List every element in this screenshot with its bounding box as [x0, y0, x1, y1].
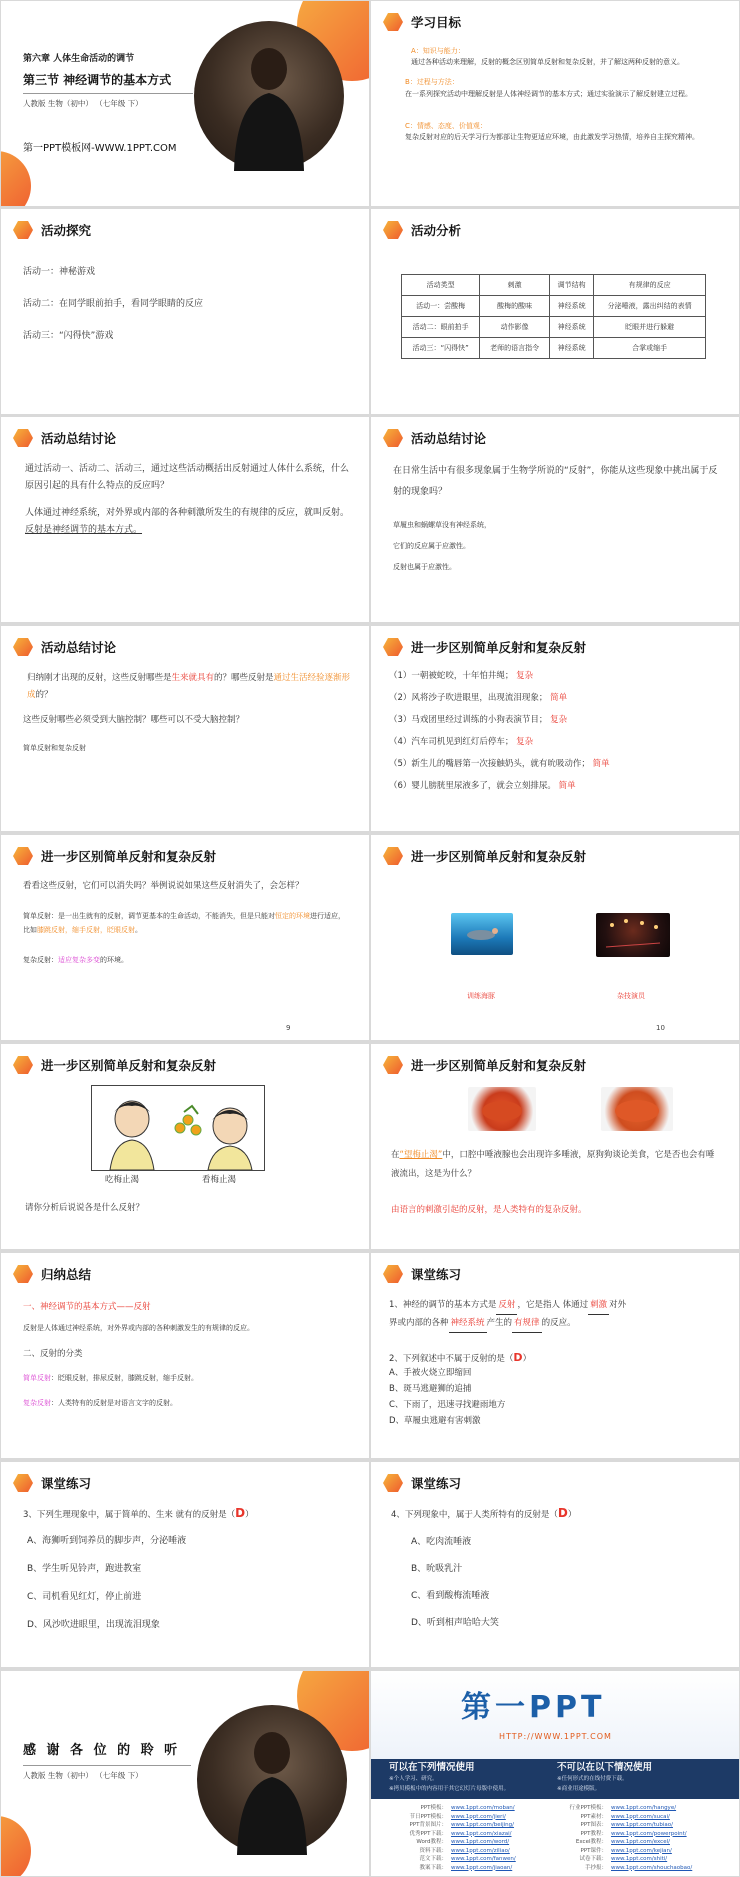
activity-item: 活动三：“闪得快”游戏: [23, 331, 114, 341]
table-cell: 刺激: [480, 275, 550, 296]
summary-answer: 简单反射和复杂反射: [23, 744, 86, 752]
slide-summary-2[interactable]: [371, 417, 739, 622]
caption-acrobat: 杂技演员: [617, 992, 645, 1000]
acrobat-photo: [596, 913, 670, 957]
option: D、草履虫逃避有害刺激: [389, 1416, 481, 1426]
link-label: PPT模板：: [420, 1805, 447, 1811]
table-cell: 调节结构: [549, 275, 593, 296]
link-row: [401, 1804, 516, 1813]
list-item: [389, 736, 533, 749]
slide-title: 活动总结讨论: [411, 431, 487, 446]
link-url[interactable]: www.1ppt.com/excel/: [611, 1839, 670, 1845]
option: C、司机看见红灯，停止前进: [27, 1592, 142, 1602]
hexagon-icon: [383, 221, 403, 239]
link-url[interactable]: www.1ppt.com/powerpoint/: [611, 1830, 687, 1837]
link-label: 资料下载：: [419, 1847, 447, 1854]
caption-eat-plum: 吃梅止渴: [105, 1175, 140, 1185]
slide-conclusion[interactable]: [1, 1253, 369, 1458]
slide-exercise-1[interactable]: [371, 1253, 739, 1458]
q-highlight-learned: 通过生活经验逐渐形成: [27, 673, 351, 700]
link-label: Word教程：: [416, 1839, 447, 1845]
label: 复杂反射: [23, 1399, 51, 1407]
link-label: 手抄报：: [584, 1864, 607, 1871]
text: 1、神经的调节的基本方式是: [389, 1300, 497, 1310]
chapter-label: 第六章 人体生命活动的调节: [23, 54, 135, 64]
shrimp-dish-icon: [601, 1087, 673, 1131]
slide-title: 课堂练习: [411, 1267, 462, 1282]
goal-b-body: 在一系列探究活动中理解反射是人体神经调节的基本方式；通过实验演示了解反射建立过程。: [405, 90, 692, 98]
hexagon-icon: [13, 638, 33, 656]
link-url[interactable]: www.1ppt.com/jieri/: [451, 1813, 506, 1820]
table-cell: 活动类型: [402, 275, 480, 296]
question-4: [391, 1504, 576, 1523]
slide-activities[interactable]: [1, 209, 369, 414]
table-row: [402, 317, 706, 338]
slide-title: 进一步区别简单反射和复杂反射: [411, 640, 587, 655]
slide-title: 进一步区别简单反射和复杂反射: [411, 1058, 587, 1073]
item-answer: 复杂: [550, 715, 568, 725]
plum-illustration: [91, 1085, 265, 1171]
links-right: [561, 1804, 692, 1872]
blank-answer: 神经系统: [449, 1315, 487, 1333]
question: 请你分析后说说各是什么反射？: [25, 1203, 145, 1213]
cannot-title: 不可以在以下情况使用: [557, 1762, 653, 1773]
text: 2、下列叙述中不属于反射的是（: [389, 1354, 514, 1364]
list-item: [389, 670, 533, 683]
logo-url: HTTP://WWW.1PPT.COM: [499, 1732, 612, 1741]
table-cell: 活动二：眼前拍手: [402, 317, 480, 338]
link-url[interactable]: www.1ppt.com/fanwen/: [451, 1856, 516, 1862]
complex-reflex: [23, 1398, 177, 1409]
option: A、吃肉流唾液: [411, 1537, 472, 1547]
slide-title: 课堂练习: [41, 1476, 92, 1491]
table-cell: 酸梅的酸味: [480, 296, 550, 317]
summary-question: 通过活动一、活动二、活动三，通过这些活动概括出反射通过人体什么系统，什么原因引起的具有什么特点的反应吗？: [25, 464, 350, 492]
goal-c-body: 复杂反射对应的后天学习行为都部让生物更适应环境，由此激发学习热情，培养自主探究精神。: [405, 133, 699, 141]
hexagon-icon: [383, 1474, 403, 1492]
link-row: [401, 1855, 516, 1864]
crab-photo: [468, 1087, 536, 1131]
option: D、风沙吹进眼里，出现流泪现象: [27, 1620, 160, 1630]
link-row: [401, 1847, 516, 1856]
q-highlight-innate: 生来就具有: [171, 673, 215, 683]
item-answer: 简单: [550, 693, 568, 703]
slide-1ppt-info[interactable]: [371, 1671, 739, 1876]
list-item: [389, 780, 576, 793]
text: ）: [245, 1510, 254, 1520]
answer: D: [235, 1506, 246, 1520]
highlight: 适应复杂多变: [58, 956, 100, 964]
link-url[interactable]: www.1ppt.com/ziliao/: [451, 1847, 510, 1854]
slide-title: 学习目标: [411, 15, 462, 30]
text: 中，口腔中唾液腺也会出现许多唾液，原狗狗谈论美食，它是否也会有唾液流出，这是为什么？: [391, 1150, 715, 1179]
divider: [23, 1765, 191, 1766]
cover-meta: 人教版 生物（初中） （七年级 下）: [23, 99, 143, 108]
link-label: 范文下载：: [419, 1856, 447, 1862]
slide-title: 活动探究: [41, 223, 92, 238]
page-number: 9: [286, 1024, 291, 1032]
goal-c-head: C：情感、态度、价值观：: [405, 122, 487, 130]
link-row: [561, 1830, 692, 1839]
label: 简单反射: [23, 1374, 51, 1382]
text: ）: [522, 1354, 532, 1364]
summary-question: 在日常生活中有很多现象属于生物学所说的“反射”，你能从这些现象中挑出属于反射的现象吗？: [393, 466, 718, 497]
list-item: [389, 714, 567, 727]
blank-answer: 有规律: [512, 1315, 542, 1333]
slide-title: 进一步区别简单反射和复杂反射: [41, 1058, 217, 1073]
hexagon-icon: [383, 429, 403, 447]
meditating-person-icon: [197, 1705, 347, 1855]
decor-circle-bottom: [1, 151, 31, 206]
text: 对外: [609, 1300, 627, 1310]
text: 的环境。: [100, 956, 128, 964]
slide-title: 活动总结讨论: [41, 431, 117, 446]
link-row: [401, 1830, 516, 1839]
hexagon-icon: [13, 429, 33, 447]
link-label: PPT教程：: [580, 1830, 607, 1837]
slide-objectives[interactable]: [371, 1, 739, 206]
link-url[interactable]: www.1ppt.com/jiaoan/: [451, 1864, 513, 1871]
can-title: 可以在下列情况使用: [389, 1762, 475, 1773]
summary-answer-conclusion: 反射是神经调节的基本方式。: [25, 525, 143, 536]
option: B、学生听见铃声，跑进教室: [27, 1564, 142, 1574]
item-text: （1）一朝被蛇咬，十年怕井绳；: [389, 671, 514, 681]
point-1: 一、神经调节的基本方式——反射: [23, 1302, 151, 1312]
list-item: [389, 758, 610, 771]
slide-title: 进一步区别简单反射和复杂反射: [411, 849, 587, 864]
link-label: PPT素材：: [580, 1813, 607, 1820]
slide-summary-1[interactable]: [1, 417, 369, 622]
q-part: 的？哪些反射是: [214, 673, 274, 683]
slide-title: 活动分析: [411, 223, 462, 238]
caption-dolphin: 训练海豚: [467, 992, 495, 1000]
slide-cover[interactable]: [1, 1, 369, 206]
activity-item: 活动一：神秘游戏: [23, 267, 96, 277]
label: 复杂反射：: [23, 956, 58, 964]
answer-line: 草履虫和蜗螺草没有神经系统，: [393, 521, 491, 529]
goal-a-head: A：知识与能力：: [411, 47, 465, 55]
summary-question-2: 这些反射哪些必须受到大脑控制？哪些可以不受大脑控制？: [23, 715, 245, 725]
table-cell: 分泌唾液，露出纠结的表情: [594, 296, 706, 317]
slide-title: 活动总结讨论: [41, 640, 117, 655]
link-url[interactable]: www.1ppt.com/sucai/: [611, 1813, 670, 1820]
item-answer: 简单: [592, 759, 610, 769]
link-row: [561, 1864, 692, 1873]
divider: [23, 93, 193, 94]
slide-distinguish-3[interactable]: [371, 835, 739, 1040]
highlight: 膝跳反射，缩手反射，眨眼反射: [37, 926, 135, 934]
link-row: [561, 1813, 692, 1822]
table-cell: 神经系统: [549, 338, 593, 359]
link-label: 试卷下载：: [579, 1856, 607, 1862]
blank-answer: 反射: [496, 1297, 517, 1315]
item-text: （6）婴儿膀胱里尿液多了，就会立刻排尿。: [389, 781, 556, 791]
summary-question: [27, 670, 352, 704]
highlight: 恒定的环境: [275, 912, 310, 920]
table-cell: 老师的语言指令: [480, 338, 550, 359]
table-row: [402, 296, 706, 317]
link-label: PPT课件：: [580, 1847, 607, 1854]
text: 产生的: [486, 1318, 513, 1328]
hexagon-icon: [13, 221, 33, 239]
answer: D: [557, 1506, 568, 1520]
table-cell: 活动一：尝酸梅: [402, 296, 480, 317]
thanks-title: 感 谢 各 位 的 聆 听: [23, 1743, 181, 1758]
question-3: [23, 1504, 254, 1523]
link-label: 行业PPT模板：: [569, 1805, 607, 1811]
answer: D: [513, 1351, 523, 1364]
slide-distinguish-5[interactable]: [371, 1044, 739, 1249]
cannot-item: ※商业用途模版。: [557, 1786, 601, 1792]
meditating-person-icon: [194, 21, 344, 171]
link-url[interactable]: www.1ppt.com/word/: [451, 1839, 510, 1845]
children-eating-plums-icon: [92, 1086, 264, 1170]
slide-summary-3[interactable]: [1, 626, 369, 831]
link-url[interactable]: www.1ppt.com/xiazai/: [451, 1830, 512, 1837]
goal-a-body: 通过各种活动来理解，反射的概念区别简单反射和复杂反射，并了解这两种反射的意义。: [411, 58, 684, 66]
slide-distinguish-2[interactable]: [1, 835, 369, 1040]
can-item: ※个人学习、研究。: [389, 1776, 438, 1782]
link-label: PPT背景图片：: [409, 1822, 447, 1828]
slide-exercise-2[interactable]: [1, 1462, 369, 1667]
text: ）: [567, 1510, 577, 1520]
cover-photo: [197, 1705, 347, 1855]
option: A、海狮听到饲养员的脚步声，分泌唾液: [27, 1536, 187, 1546]
slide-title: 进一步区别简单反射和复杂反射: [41, 849, 217, 864]
item-text: （2）风将沙子吹进眼里，出现流泪现象；: [389, 693, 548, 703]
text: 4、下列现象中，属于人类所特有的反射是（: [391, 1510, 558, 1520]
cover-photo: [194, 21, 344, 171]
summary-answer-text: 人体通过神经系统，对外界或内部的各种刺激所发生的有规律的反应，就叫反射。: [25, 508, 350, 518]
cannot-item: ※任何形式的在线付费下载。: [557, 1776, 628, 1782]
table-cell: 神经系统: [549, 317, 593, 338]
table-cell: 动作影像: [480, 317, 550, 338]
link-row: [561, 1804, 692, 1813]
shrimp-photo: [601, 1087, 673, 1131]
link-row: [401, 1838, 516, 1847]
point-1-desc: 反射是人体通过神经系统，对外界或内部的各种刺激发生的有规律的反应。: [23, 1324, 254, 1332]
table-cell: 合掌或缩手: [594, 338, 706, 359]
item-text: （3）马戏团里经过训练的小狗表演节目；: [389, 715, 548, 725]
item-answer: 复杂: [516, 737, 534, 747]
answer-line: 反射也属于应激性。: [393, 563, 456, 571]
table-cell: 有规律的反应: [594, 275, 706, 296]
activity-item: 活动二：在同学眼前拍手，看同学眼睛的反应: [23, 299, 204, 309]
link-url[interactable]: www.1ppt.com/moban/: [451, 1805, 515, 1811]
hexagon-icon: [383, 13, 403, 31]
link-url[interactable]: www.1ppt.com/shiti/: [611, 1856, 668, 1862]
text: 3、下列生理现象中，属于简单的、生来 就有的反射是（: [23, 1510, 236, 1520]
question: [391, 1146, 721, 1183]
table-cell: 活动三：“闪得快”: [402, 338, 480, 359]
link-row: [561, 1838, 692, 1847]
q-part: 归纳刚才出现的反射，这些反射哪些是: [27, 673, 172, 683]
text: 在: [391, 1150, 400, 1160]
point-2: 二、反射的分类: [23, 1349, 83, 1359]
table-cell: 眨眼并进行躲避: [594, 317, 706, 338]
link-label: 教案下载：: [419, 1864, 447, 1871]
blank-answer: 刺激: [588, 1297, 609, 1315]
link-row: [561, 1821, 692, 1830]
hexagon-icon: [13, 1474, 33, 1492]
question-2: [389, 1349, 531, 1366]
page-number: 10: [656, 1024, 665, 1032]
crab-dish-icon: [468, 1087, 536, 1131]
dolphin-icon: [451, 913, 513, 955]
text: 是一出生就有的反射，调节更基本的生命活动，不能消失，但是只能对: [58, 912, 275, 920]
text: 。: [135, 926, 142, 934]
slide-distinguish-4[interactable]: [1, 1044, 369, 1249]
text: ：眨眼反射，排尿反射，膝跳反射，缩手反射。: [51, 1374, 198, 1382]
cover-title: 第三节 神经调节的基本方式: [23, 73, 172, 87]
option: C、下雨了，迅速寻找避雨地方: [389, 1400, 506, 1410]
link-label: PPT图表：: [580, 1822, 607, 1828]
hexagon-icon: [383, 1265, 403, 1283]
slide-distinguish-1[interactable]: [371, 626, 739, 831]
item-text: （5）新生儿的嘴唇第一次接触奶头，就有吮吸动作；: [389, 759, 590, 769]
brand-text: 第一PPT模板网-WWW.1PPT.COM: [23, 143, 177, 154]
dolphin-photo: [451, 913, 513, 955]
slide-analysis[interactable]: [371, 209, 739, 414]
question-1: [389, 1297, 724, 1333]
link-url[interactable]: www.1ppt.com/hangye/: [611, 1805, 677, 1811]
link-label: Excel教程：: [575, 1839, 607, 1845]
links-left: [401, 1804, 516, 1872]
text: 界或内部的各种: [389, 1318, 449, 1328]
text: 进行适应，比如: [23, 912, 345, 934]
option: C、看到酸梅流唾液: [411, 1591, 490, 1601]
link-row: [561, 1847, 692, 1856]
link-url[interactable]: www.1ppt.com/beijing/: [451, 1822, 515, 1828]
slide-title: 课堂练习: [411, 1476, 462, 1491]
text: ，它是指人 体通过: [517, 1300, 589, 1310]
item-answer: 简单: [558, 781, 576, 791]
q-part: 的？: [35, 690, 53, 700]
link-label: 优秀PPT下载：: [409, 1830, 447, 1837]
caption-see-plum: 看梅止渴: [202, 1175, 237, 1185]
goal-b-head: B：过程与方法：: [405, 78, 459, 86]
text: 的反应。: [541, 1318, 576, 1328]
thanks-meta: 人教版 生物（初中） （七年级 下）: [23, 1771, 143, 1780]
option: D、听到相声哈哈大笑: [411, 1618, 499, 1628]
summary-answer: [25, 505, 350, 539]
table-row: [402, 275, 706, 296]
slide-exercise-3[interactable]: [371, 1462, 739, 1667]
link-row: [401, 1813, 516, 1822]
question: 看看这些反射，它们可以消失吗？举例说说如果这些反射消失了，会怎样？: [23, 881, 304, 891]
hexagon-icon: [13, 847, 33, 865]
link-row: [401, 1821, 516, 1830]
slide-title: 归纳总结: [41, 1267, 92, 1282]
list-item: [389, 692, 567, 705]
item-answer: 复杂: [516, 671, 534, 681]
item-text: （4）汽车司机见到红灯后停车；: [389, 737, 514, 747]
hexagon-icon: [383, 1056, 403, 1074]
can-item: ※拷贝模板中的内容用于其它幻灯片母版中使用。: [389, 1786, 510, 1792]
table-row: [402, 338, 706, 359]
text: ：人类特有的反射是对语言文字的反射。: [51, 1399, 177, 1407]
simple-reflex: [23, 1373, 198, 1384]
highlight: “望梅止渴”: [399, 1150, 443, 1160]
link-url[interactable]: www.1ppt.com/tubiao/: [611, 1822, 673, 1828]
stage-lights-icon: [596, 913, 670, 957]
complex-reflex-desc: [23, 955, 128, 966]
table-cell: 神经系统: [549, 296, 593, 317]
hexagon-icon: [383, 847, 403, 865]
logo-text: 第一PPT: [461, 1690, 606, 1725]
option: A、手被火烧立即缩回: [389, 1368, 472, 1378]
analysis-table: [401, 274, 706, 359]
link-row: [561, 1855, 692, 1864]
link-row: [401, 1864, 516, 1873]
hexagon-icon: [13, 1265, 33, 1283]
hexagon-icon: [383, 638, 403, 656]
link-url[interactable]: www.1ppt.com/shouchaobao/: [611, 1864, 693, 1871]
link-url[interactable]: www.1ppt.com/kejian/: [611, 1847, 672, 1854]
option: B、斑马逃避狮的追捕: [389, 1384, 472, 1394]
decor-circle-bottom: [1, 1816, 31, 1876]
answer-line: 它们的反应属于应激性。: [393, 542, 470, 550]
link-label: 节日PPT模板：: [409, 1813, 447, 1820]
slide-thanks[interactable]: [1, 1671, 369, 1876]
label: 简单反射：: [23, 912, 58, 920]
answer: 由语言的刺激引起的反射，是人类特有的复杂反射。: [391, 1205, 587, 1215]
simple-reflex-desc: [23, 909, 348, 937]
option: B、吮吸乳汁: [411, 1564, 463, 1574]
hexagon-icon: [13, 1056, 33, 1074]
